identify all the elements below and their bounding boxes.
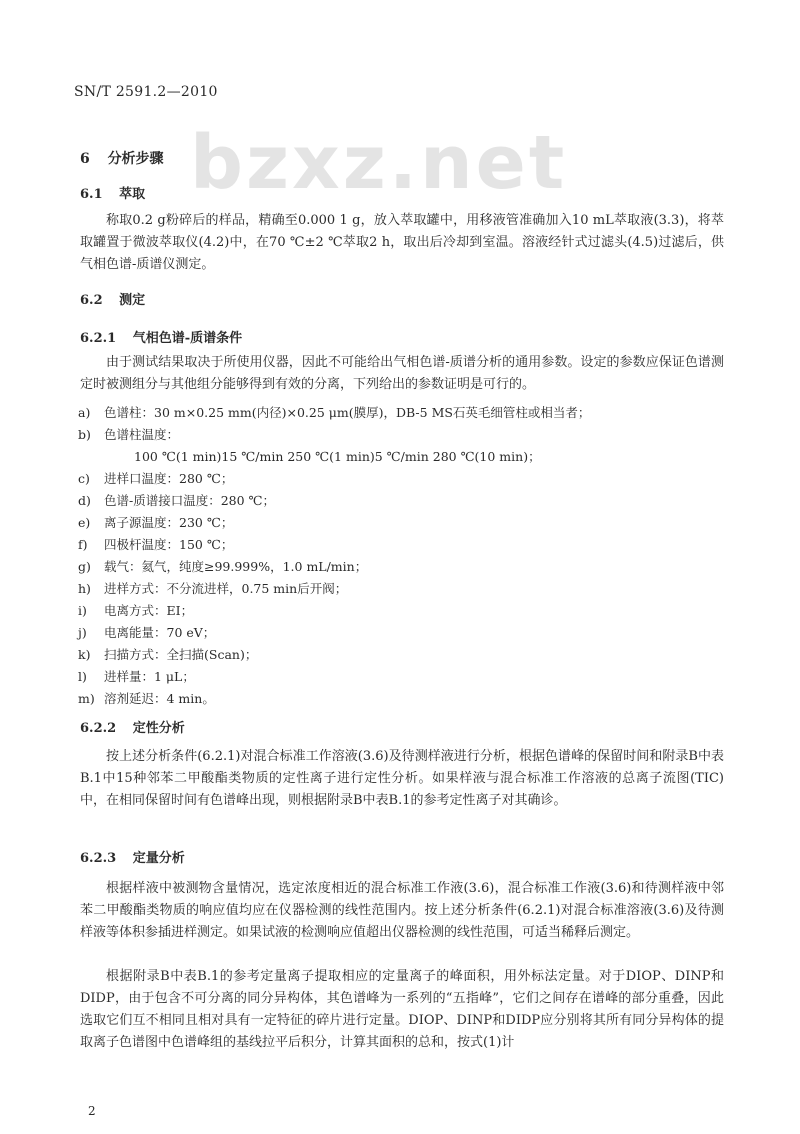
section-title: 定量分析 xyxy=(132,851,185,866)
list-item xyxy=(78,492,275,510)
section-number: 6.2 xyxy=(80,293,103,308)
section-title: 定性分析 xyxy=(132,721,185,736)
section-number: 6.2.1 xyxy=(80,331,117,346)
item-text: 色谱-质谱接口温度：280 ℃； xyxy=(104,493,276,508)
section-6-2-heading xyxy=(80,292,145,310)
item-text: 色谱柱：30 m×0.25 mm(内径)×0.25 μm(膜厚)，DB-5 MS石英毛细管柱或相当者； xyxy=(104,405,591,420)
section-6-2-3-paragraph-1: 根据样液中被测物含量情况，选定浓度相近的混合标准工作液(3.6)，混合标准工作液(3.6)和待测样液中邻苯二甲酸酯类物质的响应值均应在仪器检测的线性范围内。按上述分析条件(6.2.1)对混合标准溶液(3.6)及待测样液等体积参插进样测定。如果试液的检测响应值超出仪器检测的线性范围，可适当稀释后测定。 xyxy=(80,881,724,940)
list-item xyxy=(78,536,233,554)
section-title: 分析步骤 xyxy=(107,151,164,167)
item-label: k) xyxy=(78,647,91,662)
list-item xyxy=(78,426,179,444)
item-text: 离子源温度：230 ℃； xyxy=(104,515,234,530)
section-6-2-1-heading xyxy=(80,330,242,348)
section-6-1-heading xyxy=(80,186,145,204)
list-item xyxy=(78,514,233,532)
section-6-2-2-paragraph: 按上述分析条件(6.2.1)对混合标准工作溶液(3.6)及待测样液进行分析，根据色谱峰的保留时间和附录B中表B.1中15种邻苯二甲酸酯类物质的定性离子进行定性分析。如果样液与混合标准工作溶液的总离子流图(TIC)中，在相同保留时间有色谱峰出现，则根据附录B中表B.1的参考定性离子对其确诊。 xyxy=(80,749,724,808)
section-6-2-3-heading xyxy=(80,850,185,868)
section-number: 6.1 xyxy=(80,187,103,202)
item-text: 进样量：1 μL； xyxy=(104,669,195,684)
list-item xyxy=(78,668,195,686)
item-label: e) xyxy=(78,515,91,530)
list-item xyxy=(78,404,590,422)
section-6-2-3-paragraph-2: 根据附录B中表B.1的参考定量离子提取相应的定量离子的峰面积，用外标法定量。对于DIOP、DINP和DIDP，由于包含不可分离的同分异构体，其色谱峰为一系列的“五指峰”，它们之间存在谱峰的部分重叠，因此选取它们互不相同且相对具有一定特征的碎片进行定量。DIOP、DINP和DIDP应分别将其所有同分异构体的提取离子色谱图中色谱峰组的基线拉平后积分，计算其面积的总和，按式(1)计 xyxy=(80,969,724,1050)
list-item-continuation: 100 ℃(1 min)15 ℃/min 250 ℃(1 min)5 ℃/min 280 ℃(10 min)； xyxy=(134,449,541,464)
item-text: 四极杆温度：150 ℃； xyxy=(104,537,234,552)
item-label: d) xyxy=(78,493,91,508)
list-item xyxy=(78,602,193,620)
item-text: 电离能量：70 eV； xyxy=(104,625,216,640)
watermark: bzxz.net xyxy=(190,120,568,206)
list-item xyxy=(78,646,257,664)
standard-code: SN/T 2591.2—2010 xyxy=(74,84,218,100)
item-text: 进样方式：不分流进样，0.75 min后开阀； xyxy=(104,581,348,596)
section-6-1-paragraph: 称取0.2 g粉碎后的样品，精确至0.000 1 g，放入萃取罐中，用移液管准确加入10 mL萃取液(3.3)，将萃取罐置于微波萃取仪(4.2)中，在70 ℃±2 ℃萃取2 h，取出后冷却到室温。溶液经针式过滤头(4.5)过滤后，供气相色谱-质谱仪测定。 xyxy=(80,213,724,272)
list-item xyxy=(78,624,215,642)
section-title: 气相色谱-质谱条件 xyxy=(132,331,243,346)
item-label: h) xyxy=(78,581,91,596)
item-label: a) xyxy=(78,405,91,420)
section-number: 6.2.3 xyxy=(80,851,117,866)
item-text: 电离方式：EI； xyxy=(104,603,194,618)
item-text: 载气：氦气，纯度≥99.999%，1.0 mL/min； xyxy=(104,559,368,574)
section-number: 6.2.2 xyxy=(80,721,117,736)
item-label: b) xyxy=(78,427,91,442)
section-6-2-2-heading xyxy=(80,720,185,738)
section-number: 6 xyxy=(80,151,90,167)
item-label: i) xyxy=(78,603,87,618)
section-6-2-1-paragraph: 由于测试结果取决于所使用仪器，因此不可能给出气相色谱-质谱分析的通用参数。设定的参数应保证色谱测定时被测组分与其他组分能够得到有效的分离，下列给出的参数证明是可行的。 xyxy=(80,355,724,392)
item-label: l) xyxy=(78,669,87,684)
item-text: 溶剂延迟：4 min。 xyxy=(104,691,215,706)
section-6-heading xyxy=(80,150,164,168)
section-title: 萃取 xyxy=(119,187,146,202)
item-text: 色谱柱温度： xyxy=(104,427,180,442)
item-text: 扫描方式：全扫描(Scan)； xyxy=(104,647,258,662)
item-label: c) xyxy=(78,471,90,486)
item-label: g) xyxy=(78,559,91,574)
list-item xyxy=(78,690,215,708)
item-label: m) xyxy=(78,691,95,706)
item-label: j) xyxy=(78,625,87,640)
item-text: 进样口温度：280 ℃； xyxy=(104,471,234,486)
list-item xyxy=(78,558,367,576)
page-number: 2 xyxy=(88,1104,96,1118)
item-label: f) xyxy=(78,537,88,552)
list-item xyxy=(78,470,233,488)
section-title: 测定 xyxy=(119,293,146,308)
list-item xyxy=(78,580,347,598)
